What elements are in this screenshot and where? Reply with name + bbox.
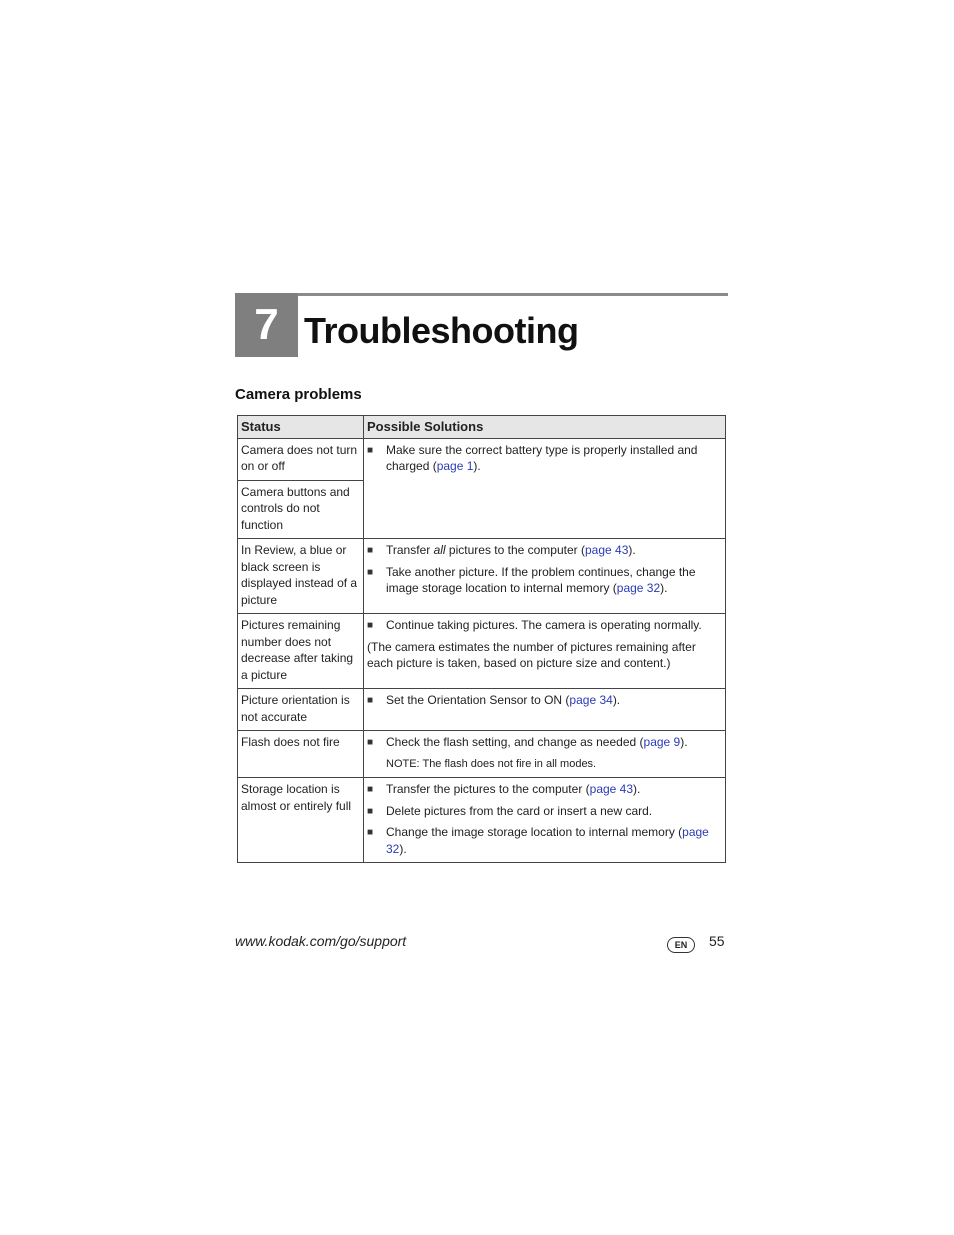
table-body bbox=[238, 438, 726, 863]
table-header-row bbox=[238, 416, 726, 439]
section-heading: Camera problems bbox=[235, 386, 362, 403]
page-reference-link[interactable]: page 32 bbox=[616, 581, 661, 595]
solution-text: Set the Orientation Sensor to ON (page 34). bbox=[386, 693, 621, 707]
status-cell: Flash does not fire bbox=[238, 731, 364, 778]
status-cell: Camera does not turn on or off bbox=[238, 438, 364, 480]
bullet-square-icon: ■ bbox=[367, 444, 374, 456]
chapter-rule bbox=[235, 293, 728, 296]
solution-item bbox=[367, 542, 721, 560]
bullet-square-icon: ■ bbox=[367, 545, 374, 556]
status-cell: In Review, a blue or black screen is displayed instead of a picture bbox=[238, 539, 364, 614]
table-row bbox=[238, 689, 726, 731]
emphasis-text: all bbox=[433, 543, 446, 557]
header-solutions: Possible Solutions bbox=[364, 416, 726, 439]
table-row bbox=[238, 778, 726, 863]
solutions-cell bbox=[364, 614, 726, 689]
bullet-square-icon: ■ bbox=[367, 737, 374, 748]
table-row bbox=[238, 731, 726, 778]
solution-item bbox=[367, 734, 721, 752]
solution-text: Check the flash setting, and change as needed (page 9). bbox=[386, 735, 688, 749]
page-reference-link[interactable]: page 43 bbox=[585, 543, 629, 557]
solution-text: Make sure the correct battery type is properly installed and charged (page 1). bbox=[386, 442, 698, 473]
solutions-cell bbox=[364, 539, 726, 614]
solution-item bbox=[367, 617, 721, 635]
explanation-text: (The camera estimates the number of pictures remaining after each picture is taken, based on picture size and content.) bbox=[367, 639, 696, 670]
page-reference-link[interactable]: page 34 bbox=[569, 693, 613, 707]
table-row bbox=[238, 614, 726, 689]
status-cell: Storage location is almost or entirely full bbox=[238, 778, 364, 863]
bullet-square-icon: ■ bbox=[367, 620, 374, 631]
solutions-cell bbox=[364, 689, 726, 731]
bullet-square-icon: ■ bbox=[367, 566, 374, 578]
solution-text: Change the image storage location to internal memory (page 32). bbox=[386, 825, 709, 856]
solution-text: Continue taking pictures. The camera is operating normally. bbox=[386, 618, 702, 632]
status-cell: Picture orientation is not accurate bbox=[238, 689, 364, 731]
language-badge: EN bbox=[667, 937, 695, 953]
header-status: Status bbox=[238, 416, 364, 439]
solution-text: Delete pictures from the card or insert a new card. bbox=[386, 803, 653, 818]
troubleshooting-table bbox=[237, 415, 726, 863]
solution-item bbox=[367, 442, 721, 475]
support-url-link[interactable]: www.kodak.com/go/support bbox=[235, 933, 407, 949]
solution-text: Transfer all pictures to the computer (page 43). bbox=[386, 543, 636, 557]
solutions-cell bbox=[364, 731, 726, 778]
solution-text: Take another picture. If the problem continues, change the image storage location to internal memory (page 32). bbox=[386, 564, 696, 595]
bullet-square-icon: ■ bbox=[367, 805, 374, 817]
table-row bbox=[238, 438, 726, 480]
solution-item bbox=[367, 564, 721, 597]
page-reference-link[interactable]: page 32 bbox=[386, 825, 709, 856]
solution-item bbox=[367, 824, 721, 857]
page-reference-link[interactable]: page 43 bbox=[589, 782, 634, 796]
solution-item bbox=[367, 803, 721, 821]
solutions-cell bbox=[364, 438, 726, 539]
page-reference-link[interactable]: page 9 bbox=[643, 735, 681, 749]
solution-text: Transfer the pictures to the computer (page 43). bbox=[386, 782, 641, 796]
page-reference-link[interactable]: page 1 bbox=[436, 459, 474, 473]
solution-item bbox=[367, 781, 721, 799]
bullet-square-icon: ■ bbox=[367, 695, 374, 706]
bullet-square-icon: ■ bbox=[367, 784, 374, 795]
solutions-cell bbox=[364, 778, 726, 863]
note-text: NOTE: The flash does not fire in all modes. bbox=[386, 757, 597, 770]
chapter-number: 7 bbox=[235, 293, 298, 357]
solution-item bbox=[367, 692, 721, 710]
table-row bbox=[238, 539, 726, 614]
bullet-square-icon: ■ bbox=[367, 827, 374, 838]
page-number: 55 bbox=[709, 933, 725, 949]
chapter-title: Troubleshooting bbox=[304, 310, 579, 351]
status-cell: Pictures remaining number does not decrease after taking a picture bbox=[238, 614, 364, 689]
status-cell: Camera buttons and controls do not function bbox=[238, 480, 364, 539]
